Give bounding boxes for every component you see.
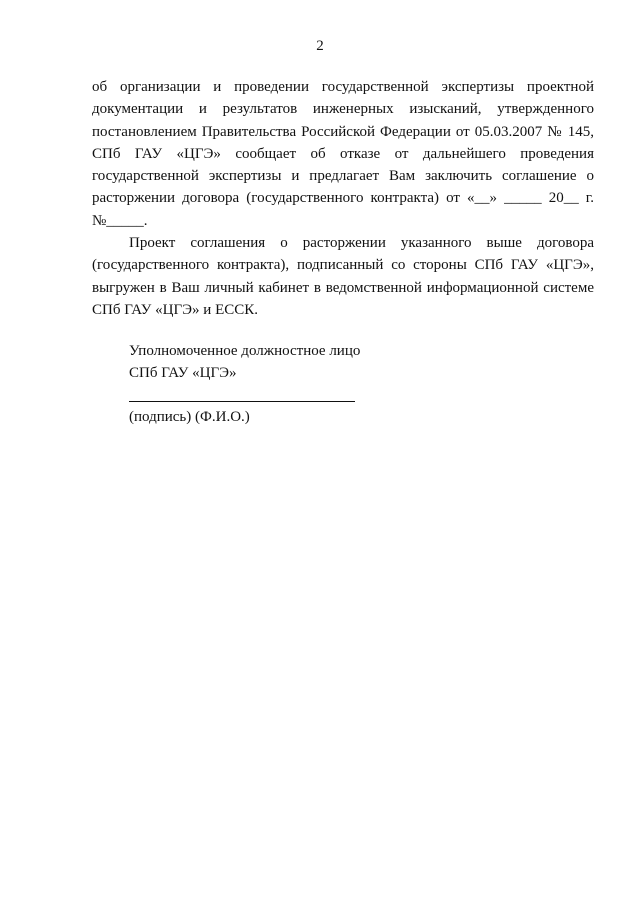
signature-caption: (подпись) (Ф.И.О.) [129,409,250,425]
signature-line [129,401,355,402]
paragraph-agreement-draft: Проект соглашения о расторжении указанного выше договора (государственного контракта), подписанный со стороны СПб ГАУ «ЦГЭ», выгружен в Ваш личный кабинет в ведомственной информационной системе СПб ГАУ «ЦГЭ» и ЕССК. [92,235,594,318]
signature-block [129,340,360,428]
letter-body [92,76,594,321]
paragraph-expertise-refusal: об организации и проведении государственной экспертизы проектной документации и результатов инженерных изысканий, утвержденного постановлением Правительства Российской Федерации от 05.03.2007 № 145, СПб ГАУ «ЦГЭ» сообщает об отказе от дальнейшего проведения государственной экспертизы и предлагает Вам заключить соглашение о расторжении договора (государственного контракта) от «__» _____ 20__ г. №_____. [92,79,594,229]
signatory-organization: СПб ГАУ «ЦГЭ» [129,365,237,381]
signatory-position: Уполномоченное должностное лицо [129,343,361,359]
page-number: 2 [316,38,324,54]
